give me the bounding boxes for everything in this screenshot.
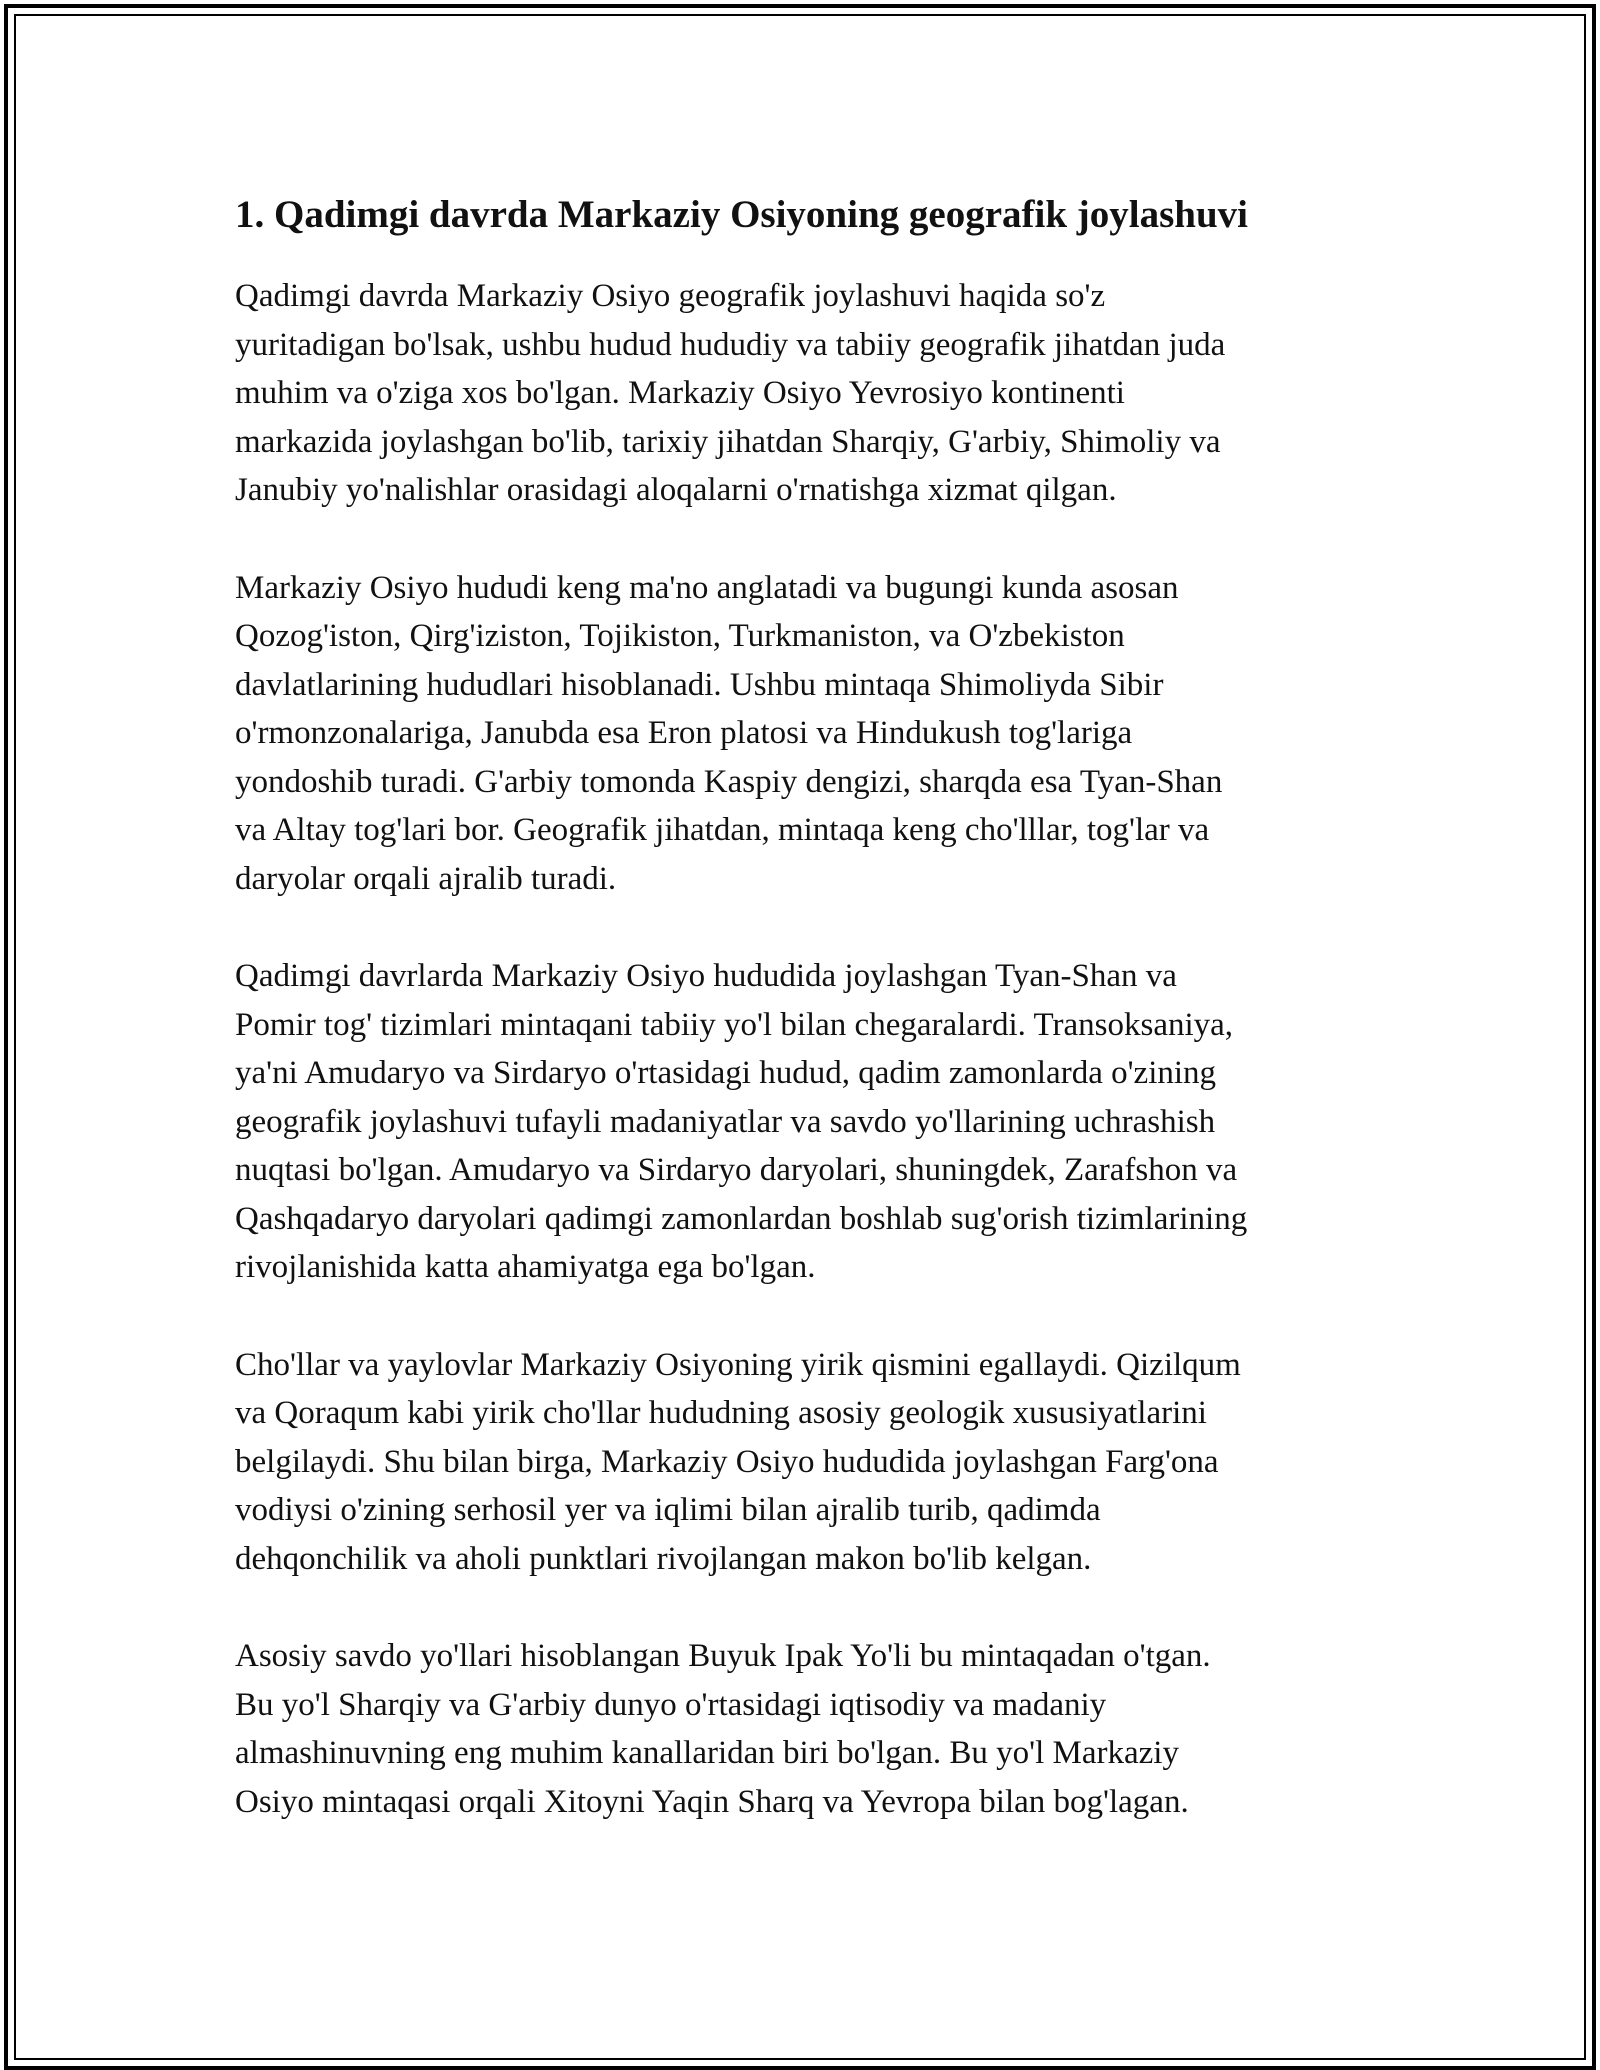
document-body	[235, 186, 1370, 1875]
paragraph-1: Qadimgi davrda Markaziy Osiyo geografik joylashuvi haqida so'z yuritadigan bo'lsak, ushbu hudud hududiy va tabiiy geografik jihatdan juda muhim va o'ziga xos bo'lgan. Markaziy Osiyo Yevrosiyo kontinenti markazida joylashgan bo'lib, tarixiy jihatdan Sharqiy, G'arbiy, Shimoliy va Janubiy yo'nalishlar orasidagi aloqalarni o'rnatishga xizmat qilgan.	[235, 278, 1226, 508]
section-heading: 1. Qadimgi davrda Markaziy Osiyoning geografik joylashuvi	[235, 193, 1248, 236]
paragraph-4: Cho'llar va yaylovlar Markaziy Osiyoning yirik qismini egallaydi. Qizilqum va Qoraqum kabi yirik cho'llar hududning asosiy geologik xususiyatlarini belgilaydi. Shu bilan birga, Markaziy Osiyo hududida joylashgan Farg'ona vodiysi o'zining serhosil yer va iqlimi bilan ajralib turib, qadimda dehqonchilik va aholi punktlari rivojlangan makon bo'lib kelgan.	[235, 1346, 1241, 1577]
paragraph-5: Asosiy savdo yo'llari hisoblangan Buyuk Ipak Yo'li bu mintaqadan o'tgan. Bu yo'l Sharqiy va G'arbiy dunyo o'rtasidagi iqtisodiy va madaniy almashinuvning eng muhim kanallaridan biri bo'lgan. Bu yo'l Markaziy Osiyo mintaqasi orqali Xitoyni Yaqin Sharq va Yevropa bilan bog'lagan.	[235, 1638, 1211, 1820]
paragraph-3: Qadimgi davrlarda Markaziy Osiyo hududida joylashgan Tyan-Shan va Pomir tog' tizimlari mintaqani tabiiy yo'l bilan chegaralardi. Transoksaniya, ya'ni Amudaryo va Sirdaryo o'rtasidagi hudud, qadim zamonlarda o'zining geografik joylashuvi tufayli madaniyatlar va savdo yo'llarining uchrashish nuqtasi bo'lgan. Amudaryo va Sirdaryo daryolari, shuningdek, Zarafshon va Qashqadaryo daryolari qadimgi zamonlardan boshlab sug'orish tizimlarining rivojlanishida katta ahamiyatga ega bo'lgan.	[235, 958, 1248, 1285]
paragraph-2: Markaziy Osiyo hududi keng ma'no anglatadi va bugungi kunda asosan Qozog'iston, Qirg'iziston, Tojikiston, Turkmaniston, va O'zbekiston davlatlarining hududlari hisoblanadi. Ushbu mintaqa Shimoliyda Sibir o'rmonzonalariga, Janubda esa Eron platosi va Hindukush tog'lariga yondoshib turadi. G'arbiy tomonda Kaspiy dengizi, sharqda esa Tyan-Shan va Altay tog'lari bor. Geografik jihatdan, mintaqa keng cho'lllar, tog'lar va daryolar orqali ajralib turadi.	[235, 569, 1223, 897]
